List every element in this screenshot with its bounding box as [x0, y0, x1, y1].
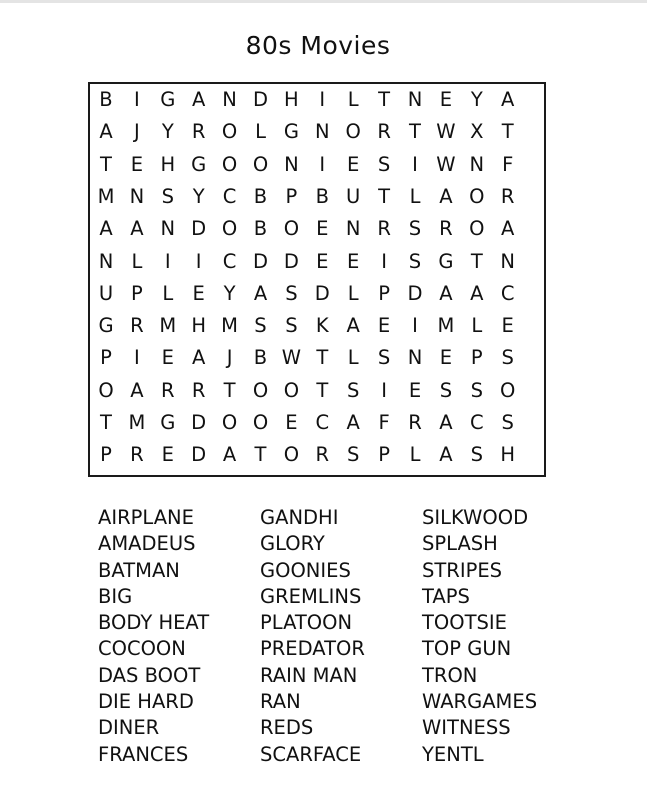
- grid-letter: D: [252, 249, 268, 273]
- grid-letter: D: [407, 281, 423, 305]
- grid-letter: S: [161, 184, 174, 208]
- grid-letter: R: [161, 378, 175, 402]
- word-item: RAIN MAN: [260, 663, 358, 687]
- grid-letter: G: [160, 88, 176, 111]
- grid-letter: R: [377, 120, 391, 144]
- grid-letter: O: [345, 120, 361, 144]
- grid-letter: Y: [470, 88, 483, 111]
- grid-letter: D: [283, 249, 299, 273]
- grid-letter: R: [408, 411, 422, 434]
- grid-row: [90, 246, 544, 278]
- grid-letter: A: [501, 88, 515, 111]
- grid-letter: T: [409, 120, 421, 144]
- word-item: GREMLINS: [260, 584, 362, 608]
- grid-letter: Y: [161, 120, 174, 144]
- letter-grid: [88, 82, 546, 477]
- grid-letter: F: [378, 411, 390, 434]
- grid-row: [90, 439, 544, 471]
- word-item: SILKWOOD: [422, 506, 529, 529]
- grid-letter: B: [253, 184, 268, 208]
- grid-letter: A: [501, 217, 515, 241]
- grid-letter: F: [502, 152, 514, 176]
- grid-letter: E: [408, 378, 422, 402]
- grid-letter: G: [191, 152, 207, 176]
- grid-letter: O: [98, 378, 114, 402]
- word-item: REDS: [260, 716, 314, 740]
- grid-letter: S: [254, 314, 267, 338]
- grid-letter: N: [222, 88, 237, 111]
- grid-letter: O: [283, 443, 300, 467]
- grid-letter: G: [283, 120, 299, 144]
- grid-letter: E: [347, 249, 360, 273]
- grid-letter: S: [501, 411, 514, 434]
- grid-letter: O: [252, 378, 269, 402]
- grid-letter: Y: [192, 184, 205, 208]
- grid-letter: P: [131, 281, 143, 305]
- grid-letter: A: [346, 314, 360, 338]
- grid-letter: E: [285, 411, 298, 434]
- grid-letter: A: [130, 378, 144, 402]
- grid-letter: B: [253, 217, 268, 241]
- grid-letter: E: [161, 346, 174, 370]
- grid-letter: S: [285, 281, 298, 305]
- word-item: TRON: [422, 663, 478, 687]
- word-item: BIG: [98, 584, 133, 608]
- grid-letter: A: [470, 281, 484, 305]
- grid-letter: D: [314, 281, 330, 305]
- grid-letter: R: [191, 378, 206, 402]
- grid-letter: I: [381, 249, 387, 273]
- grid-letter: S: [501, 346, 514, 370]
- grid-letter: O: [283, 378, 300, 402]
- word-item: GOONIES: [260, 558, 351, 582]
- grid-letter: P: [378, 281, 390, 305]
- word-item: TOOTSIE: [422, 611, 507, 635]
- word-item: RAN: [260, 690, 301, 714]
- grid-letter: A: [99, 217, 113, 241]
- grid-letter: C: [469, 411, 484, 434]
- grid-letter: L: [255, 120, 266, 144]
- word-item: SPLASH: [422, 532, 498, 556]
- grid-letter: T: [254, 443, 267, 467]
- grid-letter: S: [408, 249, 422, 273]
- grid-letter: W: [436, 152, 456, 176]
- grid-letter: A: [439, 281, 453, 305]
- grid-letter: R: [315, 443, 330, 467]
- grid-letter: A: [192, 346, 206, 370]
- grid-letter: H: [191, 314, 207, 338]
- grid-letter: J: [226, 346, 233, 370]
- grid-letter: S: [346, 443, 360, 467]
- grid-letter: O: [221, 152, 238, 176]
- grid-letter: G: [98, 314, 114, 338]
- grid-letter: I: [319, 152, 326, 176]
- grid-letter: E: [316, 249, 329, 273]
- word-item: YENTL: [422, 742, 484, 766]
- grid-letter: C: [222, 249, 237, 273]
- grid-letter: A: [346, 411, 360, 434]
- grid-letter: E: [439, 346, 453, 370]
- grid-letter: A: [439, 411, 453, 434]
- word-item: TOP GUN: [422, 637, 512, 661]
- grid-letter: J: [134, 120, 140, 144]
- grid-letter: T: [316, 346, 329, 370]
- grid-letter: B: [99, 88, 113, 111]
- grid-letter: N: [160, 217, 176, 241]
- grid-row: [90, 116, 544, 148]
- grid-row: [90, 84, 544, 116]
- grid-letter: L: [347, 88, 359, 111]
- grid-letter: N: [469, 152, 485, 176]
- grid-letter: N: [98, 249, 114, 273]
- grid-letter: L: [347, 281, 359, 305]
- word-item: WARGAMES: [422, 690, 538, 714]
- puzzle-title: 80s Movies: [245, 31, 391, 60]
- grid-letter: N: [500, 249, 515, 273]
- word-column: [98, 505, 209, 768]
- grid-letter: C: [222, 184, 237, 208]
- grid-letter: M: [221, 314, 238, 338]
- grid-letter: E: [130, 152, 144, 176]
- word-item: BATMAN: [98, 558, 180, 582]
- grid-letter: G: [438, 249, 454, 273]
- grid-letter: N: [407, 88, 423, 111]
- grid-letter: M: [159, 314, 177, 338]
- grid-letter: U: [346, 184, 361, 208]
- grid-letter: P: [285, 184, 298, 208]
- grid-letter: L: [409, 184, 421, 208]
- grid-letter: O: [221, 120, 238, 144]
- word-item: DAS BOOT: [98, 663, 201, 687]
- word-item: FRANCES: [98, 742, 189, 766]
- grid-letter: B: [253, 346, 268, 370]
- grid-letter: I: [381, 378, 387, 402]
- grid-letter: X: [470, 120, 484, 144]
- grid-letter: C: [500, 281, 515, 305]
- word-item: GLORY: [260, 532, 325, 556]
- grid-letter: K: [315, 314, 329, 338]
- grid-row: [90, 213, 544, 245]
- grid-letter: T: [100, 411, 112, 434]
- grid-letter: H: [160, 152, 176, 176]
- grid-row: [90, 310, 544, 342]
- grid-row: [90, 181, 544, 213]
- grid-letter: L: [409, 443, 421, 467]
- grid-letter: S: [408, 217, 422, 241]
- grid-letter: P: [100, 443, 112, 467]
- grid-letter: P: [100, 346, 112, 370]
- grid-letter: U: [98, 281, 114, 305]
- grid-letter: T: [470, 249, 483, 273]
- grid-letter: R: [191, 120, 206, 144]
- grid-letter: D: [252, 88, 268, 111]
- grid-letter: N: [345, 217, 361, 241]
- grid-row: [90, 278, 544, 310]
- word-item: TAPS: [422, 584, 470, 608]
- grid-letter: H: [500, 443, 516, 467]
- grid-letter: O: [221, 411, 238, 434]
- grid-letter: A: [439, 443, 453, 467]
- grid-letter: A: [253, 281, 268, 305]
- grid-letter: E: [192, 281, 205, 305]
- grid-letter: S: [439, 378, 453, 402]
- word-item: AMADEUS: [98, 532, 196, 556]
- grid-letter: D: [191, 411, 207, 434]
- grid-letter: R: [500, 184, 515, 208]
- grid-letter: O: [252, 411, 269, 434]
- grid-letter: B: [315, 184, 329, 208]
- grid-letter: O: [252, 152, 269, 176]
- grid-letter: I: [412, 152, 418, 176]
- grid-row: [90, 407, 544, 439]
- grid-letter: W: [436, 120, 456, 144]
- grid-letter: C: [315, 411, 330, 434]
- word-item: PREDATOR: [260, 637, 365, 661]
- grid-row: [90, 342, 544, 374]
- grid-letter: R: [439, 217, 453, 241]
- grid-letter: A: [192, 88, 206, 111]
- top-divider: [0, 0, 647, 3]
- grid-letter: L: [471, 314, 483, 338]
- grid-letter: D: [191, 217, 207, 241]
- grid-letter: N: [315, 120, 330, 144]
- grid-letter: N: [407, 346, 423, 370]
- grid-letter: N: [129, 184, 145, 208]
- grid-letter: O: [283, 217, 300, 241]
- grid-letter: O: [469, 184, 485, 208]
- grid-letter: T: [501, 120, 514, 144]
- grid-letter: T: [316, 378, 329, 402]
- grid-letter: L: [162, 281, 174, 305]
- word-item: DIE HARD: [98, 690, 194, 714]
- grid-letter: E: [501, 314, 514, 338]
- grid-letter: S: [470, 378, 483, 402]
- grid-letter: I: [412, 314, 418, 338]
- grid-letter: E: [347, 152, 360, 176]
- word-item: BODY HEAT: [98, 611, 210, 635]
- grid-letter: S: [285, 314, 298, 338]
- grid-letter: R: [130, 443, 144, 467]
- grid-letter: M: [97, 184, 115, 208]
- grid-letter: S: [470, 443, 483, 467]
- word-item: GANDHI: [260, 506, 339, 529]
- grid-letter: I: [134, 88, 140, 111]
- grid-letter: E: [316, 217, 329, 241]
- grid-letter: M: [437, 314, 455, 338]
- grid-row: [90, 375, 544, 407]
- grid-letter: E: [377, 314, 391, 338]
- grid-letter: I: [134, 346, 140, 370]
- grid-letter: G: [160, 411, 176, 434]
- word-item: PLATOON: [260, 611, 353, 635]
- grid-letter: P: [470, 346, 483, 370]
- grid-letter: T: [100, 152, 112, 176]
- grid-letter: I: [195, 249, 202, 273]
- grid-letter: A: [439, 184, 453, 208]
- word-list: [0, 505, 647, 775]
- grid-letter: S: [377, 152, 391, 176]
- grid-letter: T: [378, 88, 391, 111]
- grid-letter: H: [284, 88, 299, 111]
- grid-letter: O: [500, 378, 516, 402]
- grid-letter: W: [281, 346, 302, 370]
- word-item: AIRPLANE: [98, 506, 194, 529]
- grid-letter: R: [130, 314, 144, 338]
- grid-letter: T: [378, 184, 391, 208]
- grid-letter: E: [161, 443, 174, 467]
- word-item: STRIPES: [422, 558, 503, 582]
- grid-letter: A: [99, 120, 113, 144]
- word-item: DINER: [98, 716, 160, 740]
- grid-letter: S: [346, 378, 360, 402]
- grid-letter: A: [130, 217, 144, 241]
- grid-letter: P: [378, 443, 390, 467]
- grid-letter: N: [284, 152, 299, 176]
- grid-letter: R: [377, 217, 391, 241]
- word-column: [260, 505, 365, 768]
- word-item: COCOON: [98, 637, 186, 661]
- grid-row: [90, 149, 544, 181]
- grid-letter: Y: [223, 281, 236, 305]
- grid-letter: O: [469, 217, 485, 241]
- grid-letter: O: [221, 217, 238, 241]
- grid-letter: T: [223, 378, 236, 402]
- word-item: SCARFACE: [260, 742, 362, 766]
- grid-letter: E: [439, 88, 453, 111]
- grid-letter: S: [377, 346, 391, 370]
- word-column: [422, 505, 537, 768]
- grid-letter: I: [319, 88, 326, 111]
- grid-letter: L: [131, 249, 143, 273]
- grid-letter: D: [191, 443, 207, 467]
- grid-letter: I: [164, 249, 171, 273]
- word-item: WITNESS: [422, 716, 511, 740]
- grid-letter: L: [347, 346, 359, 370]
- grid-letter: M: [128, 411, 146, 434]
- grid-letter: A: [222, 443, 237, 467]
